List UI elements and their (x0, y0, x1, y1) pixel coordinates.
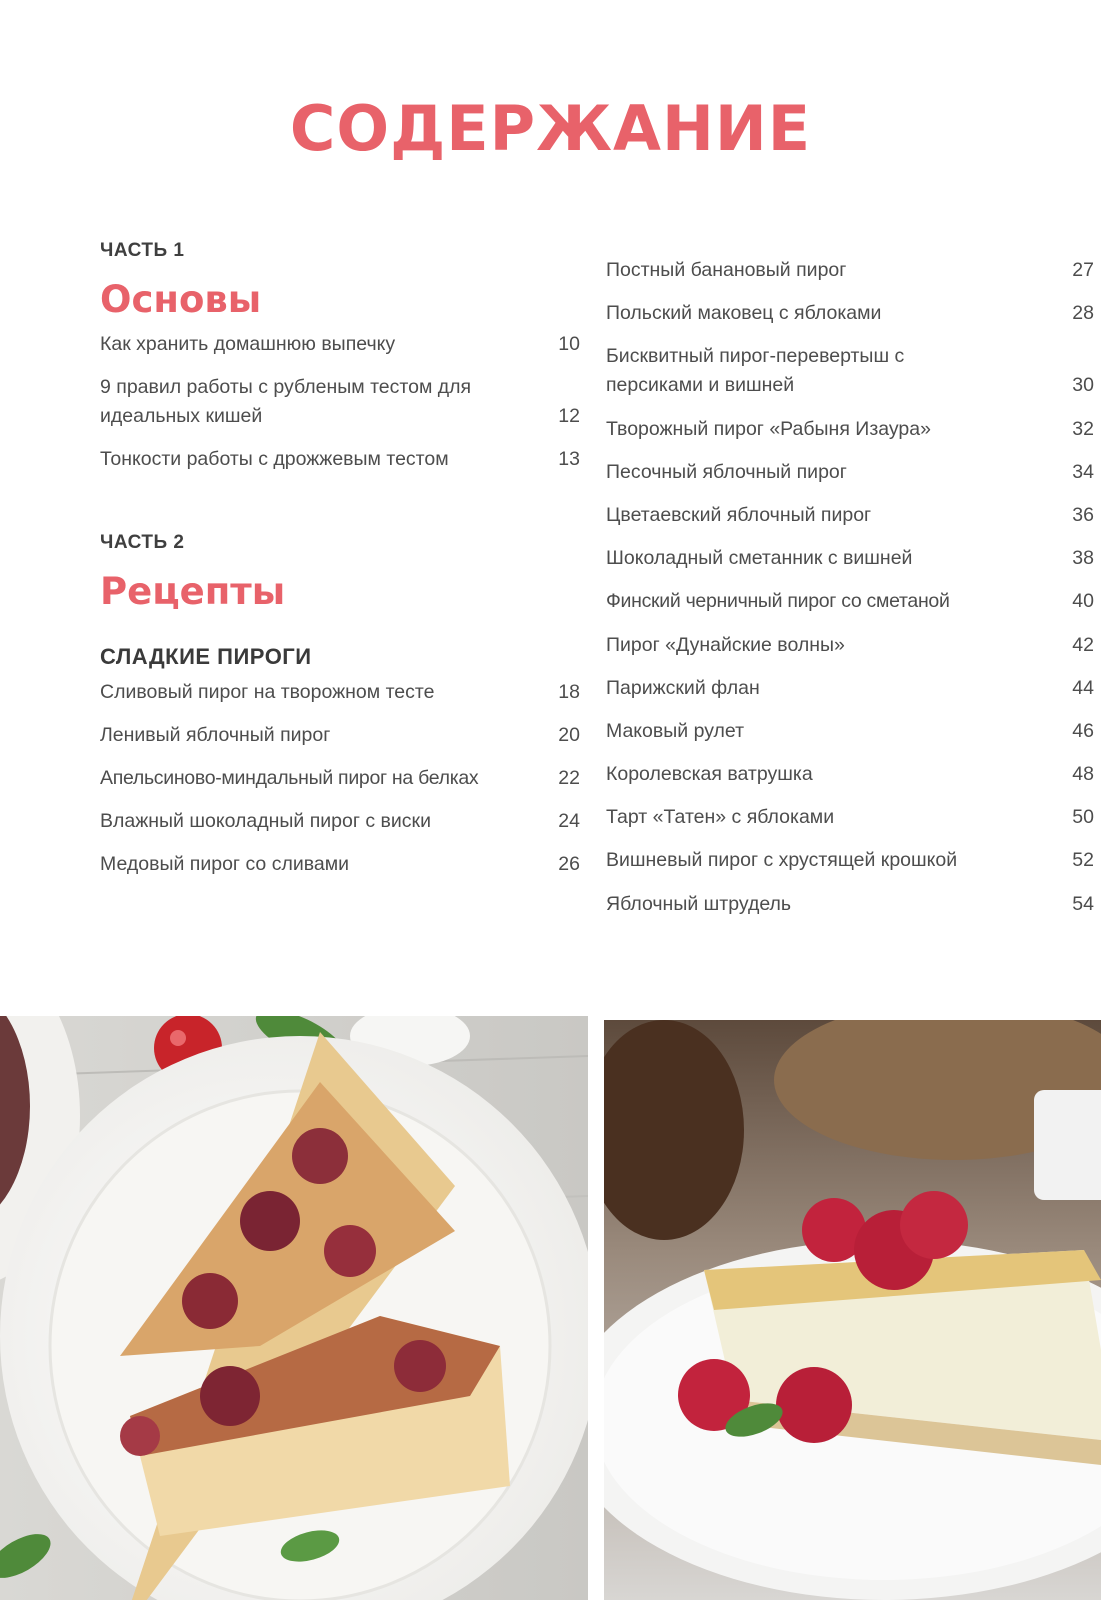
toc-right-column (606, 256, 1094, 933)
toc-entry-title: Апельсиново-миндальный пирог на белках (100, 767, 479, 789)
toc-entry[interactable] (606, 890, 1094, 919)
toc-entry-page: 34 (1072, 460, 1094, 483)
toc-entry[interactable] (100, 445, 580, 474)
toc-entry[interactable] (606, 846, 1094, 875)
toc-entry-page: 13 (558, 448, 580, 470)
toc-entry[interactable] (100, 373, 580, 431)
toc-entry[interactable] (606, 299, 1094, 328)
cheesecake-illustration (604, 1020, 1101, 1600)
toc-entry[interactable] (606, 760, 1094, 789)
toc-entry-title: Творожный пирог «Рабыня Изаура» (606, 417, 931, 440)
toc-entry-page: 46 (1072, 719, 1094, 742)
toc-entry-title: Яблочный штрудель (606, 892, 792, 915)
toc-entry-page: 10 (558, 333, 580, 355)
toc-entry-title: Шоколадный сметанник с вишней (606, 547, 913, 570)
toc-entry[interactable] (100, 678, 580, 707)
toc-entry-title: Маковый рулет (606, 719, 745, 742)
toc-entry-title: Постный банановый пирог (606, 259, 847, 281)
toc-entry-title: Финский черничный пирог со сметаной (606, 590, 950, 613)
photo-cheesecake (604, 1020, 1101, 1600)
toc-entry-title: 9 правил работы с рубленым тестом для идеальных кишей (100, 376, 472, 427)
toc-entry[interactable] (100, 330, 580, 359)
toc-entry-page: 50 (1072, 806, 1094, 829)
page-title: СОДЕРЖАНИЕ (289, 92, 812, 165)
part-2-title: Рецепты (100, 570, 286, 613)
toc-entry-title: Бисквитный пирог-перевертыш с персиками и вишней (606, 345, 905, 397)
toc-entry[interactable] (606, 631, 1094, 660)
toc-entry-title: Как хранить домашнюю выпечку (100, 333, 396, 355)
toc-entry-title: Парижский флан (606, 676, 760, 699)
toc-entry-page: 20 (558, 724, 580, 746)
toc-entry-page: 18 (558, 681, 580, 703)
toc-entry-title: Влажный шоколадный пирог с виски (100, 810, 431, 832)
toc-entry-title: Польский маковец с яблоками (606, 302, 882, 325)
toc-entry[interactable] (100, 721, 580, 750)
toc-entry-page: 28 (1072, 302, 1094, 325)
section-heading: СЛАДКИЕ ПИРОГИ (100, 644, 312, 669)
toc-entry-title: Пирог «Дунайские волны» (606, 633, 845, 656)
toc-entry-title: Королевская ватрушка (606, 763, 813, 786)
toc-entry-page: 54 (1072, 892, 1094, 915)
toc-entry[interactable] (606, 544, 1094, 573)
toc-entry-title: Песочный яблочный пирог (606, 460, 847, 483)
toc-entry-page: 36 (1072, 503, 1094, 526)
toc-entry-page: 44 (1072, 676, 1094, 699)
toc-entry[interactable] (606, 674, 1094, 703)
toc-entry[interactable] (606, 256, 1094, 285)
toc-entry-page: 26 (558, 853, 580, 875)
toc-entry-title: Медовый пирог со сливами (100, 853, 349, 875)
part-1-label: ЧАСТЬ 1 (100, 240, 185, 261)
toc-entry[interactable] (100, 850, 580, 879)
toc-entry-page: 24 (558, 810, 580, 832)
toc-entry[interactable] (606, 803, 1094, 832)
toc-entry-page: 40 (1072, 590, 1094, 613)
toc-entry[interactable] (100, 764, 580, 793)
toc-entry-page: 52 (1072, 849, 1094, 872)
toc-entry-title: Сливовый пирог на творожном тесте (100, 681, 435, 703)
photo-plum-pie (0, 1016, 588, 1600)
toc-entry-page: 12 (558, 405, 580, 427)
toc-entry-page: 38 (1072, 547, 1094, 570)
toc-entry-title: Тонкости работы с дрожжевым тестом (100, 448, 449, 470)
toc-entry-page: 48 (1072, 763, 1094, 786)
toc-entry[interactable] (606, 587, 1094, 616)
part-1-title: Основы (100, 278, 262, 321)
toc-left-column (100, 240, 580, 893)
toc-entry-title: Вишневый пирог с хрустящей крошкой (606, 849, 958, 872)
toc-entry[interactable] (606, 458, 1094, 487)
toc-entry-title: Цветаевский яблочный пирог (606, 503, 872, 526)
toc-entry[interactable] (100, 807, 580, 836)
toc-entry-page: 32 (1072, 417, 1094, 440)
toc-entry[interactable] (606, 415, 1094, 444)
part-2-label: ЧАСТЬ 2 (100, 532, 185, 553)
toc-entry-title: Ленивый яблочный пирог (100, 724, 331, 746)
toc-entry[interactable] (606, 717, 1094, 746)
toc-entry[interactable] (606, 501, 1094, 530)
toc-entry-page: 22 (558, 767, 580, 789)
toc-entry-title: Тарт «Татен» с яблоками (606, 806, 835, 829)
toc-entry-page: 42 (1072, 633, 1094, 656)
toc-entry-page: 27 (1072, 259, 1094, 281)
toc-entry-page: 30 (1072, 374, 1094, 397)
plum-pie-illustration (0, 1016, 588, 1600)
toc-entry[interactable] (606, 342, 1094, 400)
